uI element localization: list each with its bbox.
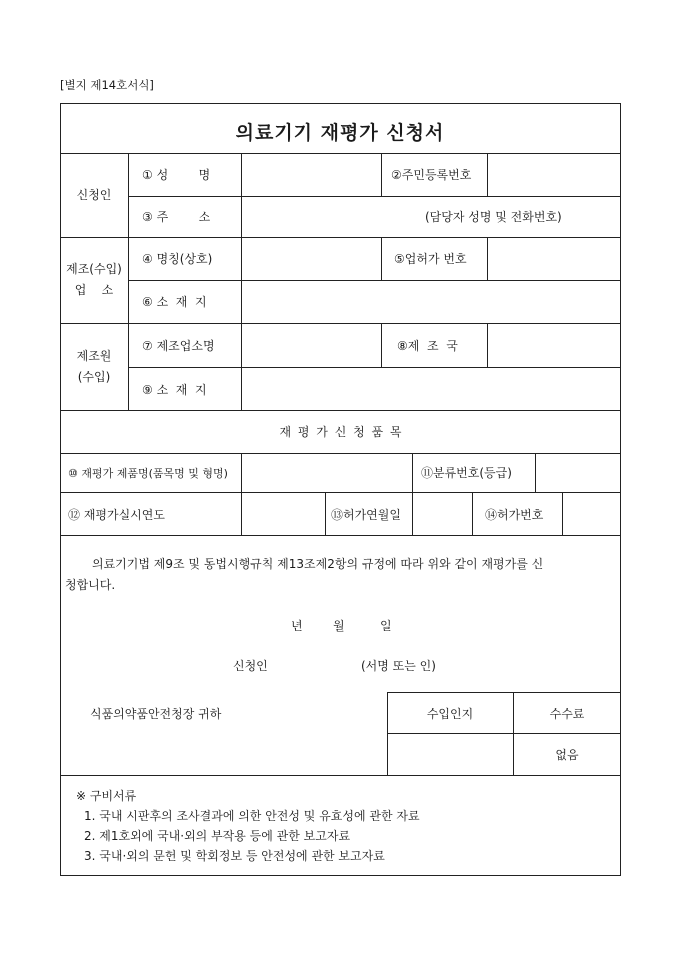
- permit-date-label: ⑬허가연월일: [331, 508, 401, 522]
- divider: [60, 775, 621, 776]
- origin-section-label: 제조원: [76, 349, 112, 363]
- company-name-label: ④ 명칭(상호): [142, 252, 213, 266]
- name-input[interactable]: [242, 154, 381, 196]
- document-item: 3. 국내·외의 문헌 및 학회정보 등 안전성에 관한 보고자료: [84, 849, 385, 863]
- item-name-label: ⑩ 재평가 제품명(품목명 및 형명): [68, 467, 228, 480]
- signature-label: 신청인: [233, 659, 268, 673]
- divider: [387, 692, 621, 693]
- divider: [472, 492, 473, 535]
- divider: [325, 492, 326, 535]
- item-name-input[interactable]: [242, 454, 412, 492]
- permit-date-input[interactable]: [413, 493, 472, 535]
- divider: [60, 535, 621, 536]
- divider: [128, 153, 129, 410]
- maker-location-label: ⑨ 소 재 지: [142, 383, 207, 397]
- recipient: 식품의약품안전청장 귀하: [90, 707, 222, 721]
- name-label: ① 성 명: [142, 168, 211, 182]
- company-location-input[interactable]: [242, 281, 620, 323]
- origin-section-label-line2: (수입): [77, 370, 111, 384]
- manufacturer-section-label-line2: 업 소: [74, 283, 114, 297]
- rrn-label: ②주민등록번호: [391, 168, 472, 182]
- company-location-label: ⑥ 소 재 지: [142, 295, 207, 309]
- country-input[interactable]: [488, 324, 620, 367]
- revenue-stamp-label: 수입인지: [426, 707, 474, 721]
- business-license-label: ⑤업허가 번호: [394, 252, 467, 266]
- document-item: 1. 국내 시판후의 조사결과에 의한 안전성 및 유효성에 관한 자료: [84, 809, 420, 823]
- divider: [381, 323, 382, 367]
- reevaluation-year-input[interactable]: [242, 493, 325, 535]
- form-number: [별지 제14호서식]: [60, 78, 154, 92]
- permit-number-input[interactable]: [563, 493, 620, 535]
- date-day: 일: [380, 619, 392, 633]
- declaration-text: 의료기기법 제9조 및 동법시행규칙 제13조제2항의 규정에 따라 위와 같이 재평가를 신: [92, 557, 544, 571]
- reevaluation-year-label: ⑫ 재평가실시연도: [68, 508, 165, 522]
- signature-note: (서명 또는 인): [361, 659, 436, 673]
- divider: [381, 153, 382, 196]
- document-item: 2. 제1호외에 국내·외의 부작용 등에 관한 보고자료: [84, 829, 351, 843]
- date-year: 년: [291, 619, 303, 633]
- company-name-input[interactable]: [242, 238, 381, 280]
- rrn-input[interactable]: [488, 154, 620, 196]
- page-title: 의료기기 재평가 신청서: [235, 122, 445, 144]
- maker-name-label: ⑦ 제조업소명: [142, 339, 215, 353]
- maker-location-input[interactable]: [242, 368, 620, 410]
- contact-note: (담당자 성명 및 전화번호): [425, 210, 562, 224]
- revenue-stamp-box[interactable]: [388, 734, 513, 775]
- permit-number-label: ⑭허가번호: [485, 508, 544, 522]
- address-label: ③ 주 소: [142, 210, 211, 224]
- declaration-text-line2: 청합니다.: [65, 578, 116, 592]
- maker-name-input[interactable]: [242, 324, 381, 367]
- fee-label: 수수료: [549, 707, 585, 721]
- class-number-input[interactable]: [536, 454, 620, 492]
- items-header: 재 평 가 신 청 품 목: [279, 425, 402, 439]
- divider: [60, 492, 621, 493]
- class-number-label: ⑪분류번호(등급): [421, 466, 512, 480]
- business-license-input[interactable]: [488, 238, 620, 280]
- date-month: 월: [333, 619, 345, 633]
- applicant-section-label: 신청인: [76, 188, 112, 202]
- divider: [412, 453, 413, 492]
- country-label: ⑧제 조 국: [397, 339, 458, 353]
- fee-value: 없음: [555, 748, 579, 762]
- divider: [513, 692, 514, 775]
- divider: [60, 410, 621, 411]
- documents-header: ※ 구비서류: [76, 789, 137, 803]
- divider: [381, 237, 382, 280]
- manufacturer-section-label: 제조(수입): [66, 262, 122, 276]
